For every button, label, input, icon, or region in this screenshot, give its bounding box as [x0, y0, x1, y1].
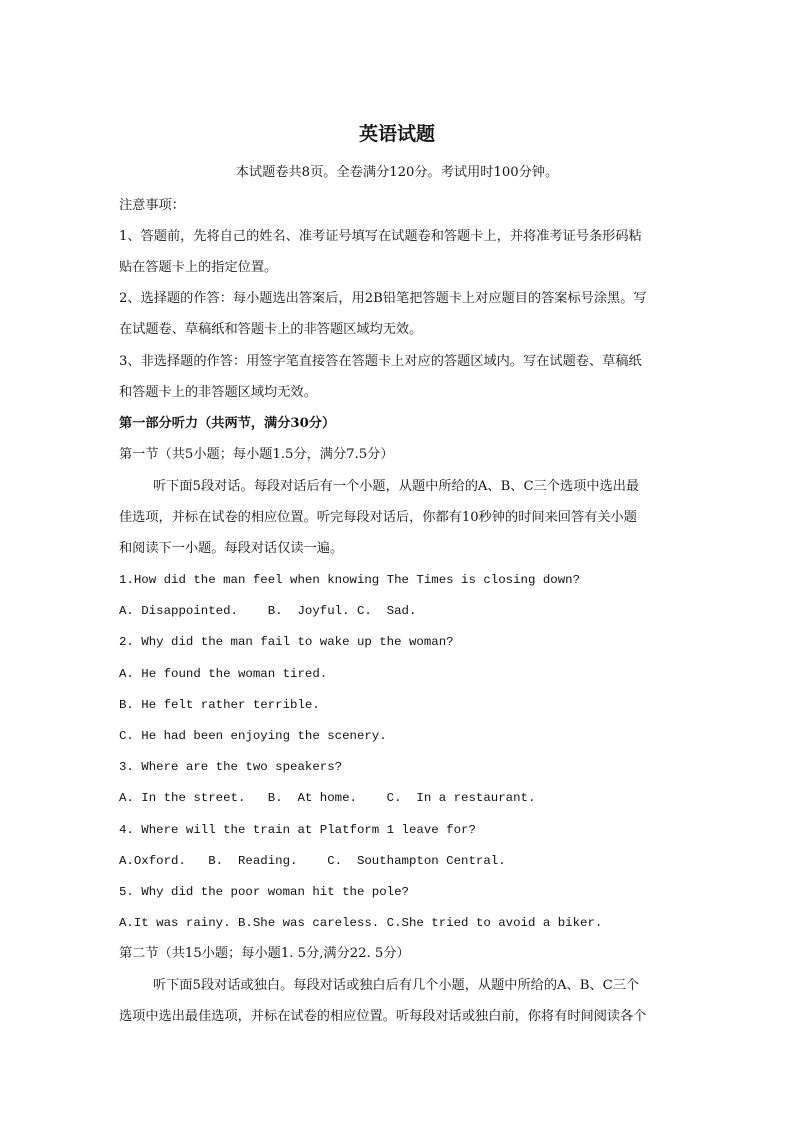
question-line: 1.How did the man feel when knowing The Times is closing down?	[119, 573, 581, 587]
notes-heading: 注意事项：	[119, 198, 185, 213]
part1-heading: 第一部分听力（共两节，满分30分）	[119, 416, 336, 431]
option-line: A. He found the woman tired.	[119, 667, 328, 681]
notes-line: 3、非选择题的作答：用签字笔直接答在答题卡上对应的答题区域内。写在试题卷、草稿纸	[119, 354, 642, 369]
notes-line: 2、选择题的作答：每小题选出答案后，用2B铅笔把答题卡上对应题目的答案标号涂黑。写	[119, 291, 647, 306]
section1-heading: 第一节（共5小题；每小题1.5分，满分7.5分）	[119, 447, 394, 462]
notes-line: 贴在答题卡上的指定位置。	[119, 260, 278, 275]
section1-instruction: 佳选项，并标在试卷的相应位置。听完每段对话后，你都有10秒钟的时间来回答有关小题	[119, 510, 637, 525]
option-line: A. Disappointed. B. Joyful. C. Sad.	[119, 604, 417, 618]
exam-title: 英语试题	[358, 123, 435, 145]
exam-subtitle: 本试题卷共8页。全卷满分120分。考试用时100分钟。	[235, 165, 559, 180]
notes-line: 1、答题前，先将自己的姓名、准考证号填写在试题卷和答题卡上，并将准考证号条形码粘	[119, 229, 642, 244]
section2-instruction: 选项中选出最佳选项，并标在试卷的相应位置。听每段对话或独白前，你将有时间阅读各个	[119, 1009, 647, 1024]
question-line: 4. Where will the train at Platform 1 leave for?	[119, 823, 476, 837]
question-line: 3. Where are the two speakers?	[119, 760, 343, 774]
notes-line: 和答题卡上的非答题区域均无效。	[119, 385, 317, 400]
section1-instruction: 和阅读下一小题。每段对话仅读一遍。	[119, 541, 344, 556]
section2-heading: 第二节（共15小题；每小题1. 5分,满分22. 5分）	[119, 946, 410, 961]
option-line: A.It was rainy. B.She was careless. C.She tried to avoid a biker.	[119, 916, 603, 930]
question-line: 2. Why did the man fail to wake up the woman?	[119, 635, 454, 649]
option-line: A. In the street. B. At home. C. In a restaurant.	[119, 791, 536, 805]
question-line: 5. Why did the poor woman hit the pole?	[119, 885, 409, 899]
section2-instruction: 听下面5段对话或独白。每段对话或独白后有几个小题，从题中所给的A、B、C三个	[153, 978, 640, 993]
section1-instruction: 听下面5段对话。每段对话后有一个小题，从题中所给的A、B、C三个选项中选出最	[153, 479, 640, 494]
option-line: C. He had been enjoying the scenery.	[119, 729, 387, 743]
option-line: A.Oxford. B. Reading. C. Southampton Central.	[119, 854, 506, 868]
notes-line: 在试题卷、草稿纸和答题卡上的非答题区域均无效。	[119, 322, 423, 337]
option-line: B. He felt rather terrible.	[119, 698, 320, 712]
